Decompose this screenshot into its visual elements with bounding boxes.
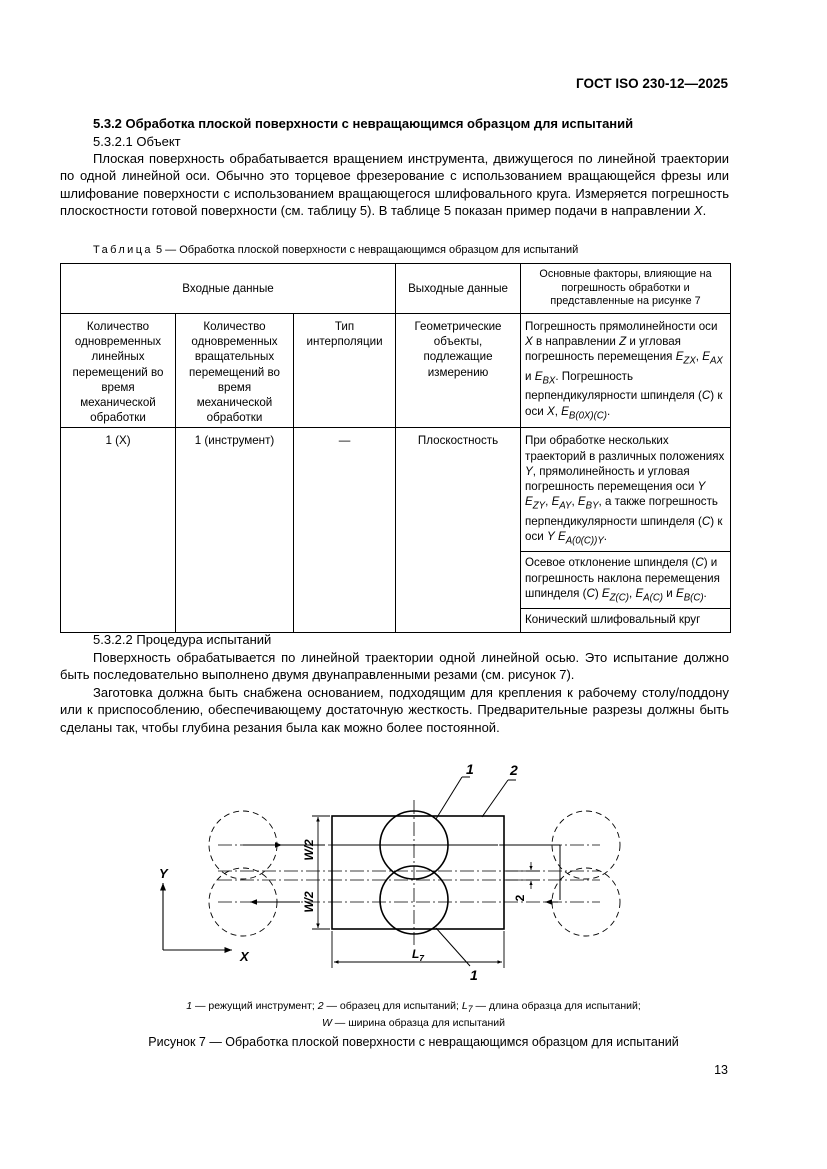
section-heading: 5.3.2 Обработка плоской поверхности с невращающимся образцом для испытаний	[93, 116, 634, 131]
label-w-half-bottom: W/2	[302, 891, 316, 913]
centerlines	[218, 800, 600, 945]
figure-legend: 1 — режущий инструмент; 2 — образец для испытаний; $L_7$ — длина образца для испытаний; W — ширина образца для испытаний	[186, 1000, 641, 1030]
factor-1: Погрешность прямолинейности оси X в направлении Z и угловая погрешность перемещения $E_{ZX}$, $E_{AX}$ и $E_{BX}$. Погрешность перпендикулярности шпинделя (C) к оси X, $E_{B(0X)(C)}$.	[521, 314, 731, 428]
procedure-paragraph-2: Заготовка должна быть снабжена основанием, подходящим для крепления к рабочему столу/поддону или к приспособлению, обеспечивающему достаточную жесткость. Предварительные разрезы должны быть сделаны так, чтобы глубина резания была как можно более постоянной.	[60, 685, 729, 735]
page-number: 13	[714, 1063, 728, 1077]
procedure-paragraph-1: Поверхность обрабатывается по линейной траектории одной линейной осью. Это испытание должно быть последовательно выполнено двумя двунаправленными резами (см. рисунок 7).	[60, 650, 729, 683]
table-caption: Таблица 5 — Обработка плоской поверхности с невращающимся образцом для испытаний	[93, 244, 579, 256]
label-1-top: 1	[466, 761, 474, 777]
col-linear-moves: Количество одновременных линейных перемещений во время механической обработки	[61, 314, 176, 428]
factor-cell-group	[521, 428, 731, 632]
step-dimension	[506, 862, 540, 889]
axis-label-x: X	[240, 949, 249, 964]
col-rotary-moves: Количество одновременных вращательных перемещений во время механической обработки	[176, 314, 294, 428]
specimen-rectangle	[332, 816, 504, 929]
label-length: $L_7$	[411, 947, 425, 963]
subsection-title-procedure: 5.3.2.2 Процедура испытаний	[93, 632, 272, 647]
factor-3: Осевое отклонение шпинделя (C) и погрешность наклона перемещения шпинделя (C) $E_{Z(C)}$, $E_{A(C)}$ и $E_{B(C)}$.	[521, 551, 730, 605]
factor-2: При обработке нескольких траекторий в различных положениях Y, прямолинейность и угловая погрешность перемещения оси Y $E_{ZY}$, $E_{AY}$, $E_{BY}$, а также погрешность перпендикулярности шпинделя (C) к оси Y $E_{A(0(C))Y}$.	[525, 434, 725, 547]
cell-interpolation: —	[294, 428, 396, 632]
header-input-data: Входные данные	[61, 264, 396, 314]
label-w-half-top: W/2	[302, 839, 316, 861]
col-interpolation: Тип интерполяции	[294, 314, 396, 428]
axis-label-y: Y	[159, 866, 168, 881]
cell-geometry: Плоскостность	[396, 428, 521, 632]
feed-paths	[243, 845, 560, 902]
label-1-bottom: 1	[470, 967, 478, 983]
header-factors: Основные факторы, влияющие на погрешность обработки и представленные на рисунке 7	[521, 264, 731, 314]
cell-linear-count: 1 (X)	[61, 428, 176, 632]
label-step: 2	[513, 894, 527, 902]
label-2-top: 2	[510, 762, 518, 778]
cutter-circles-left	[209, 811, 620, 936]
table-5	[60, 263, 731, 633]
figure-7-diagram	[0, 755, 827, 995]
figure-title: Рисунок 7 — Обработка плоской поверхности с невращающимся образцом для испытаний	[148, 1035, 679, 1049]
document-id: ГОСТ ISO 230-12—2025	[576, 76, 728, 91]
header-output-data: Выходные данные	[396, 264, 521, 314]
col-geometry: Геометрические объекты, подлежащие измерению	[396, 314, 521, 428]
object-paragraph: Плоская поверхность обрабатывается вращением инструмента, движущегося по линейной траектории по одной линейной оси. Обычно это торцевое фрезерование с использованием вращающейся фрезы или шлифование поверхности с использованием вращающегося шлифовального круга. Измеряется погрешность плоскостности готовой поверхности (см. таблицу 5). В таблице 5 показан пример подачи в направлении X.	[60, 151, 729, 219]
coordinate-axes	[163, 883, 232, 950]
cell-rotary-count: 1 (инструмент)	[176, 428, 294, 632]
factor-4: Конический шлифовальный круг	[521, 608, 730, 629]
subsection-title-object: 5.3.2.1 Объект	[93, 134, 181, 149]
